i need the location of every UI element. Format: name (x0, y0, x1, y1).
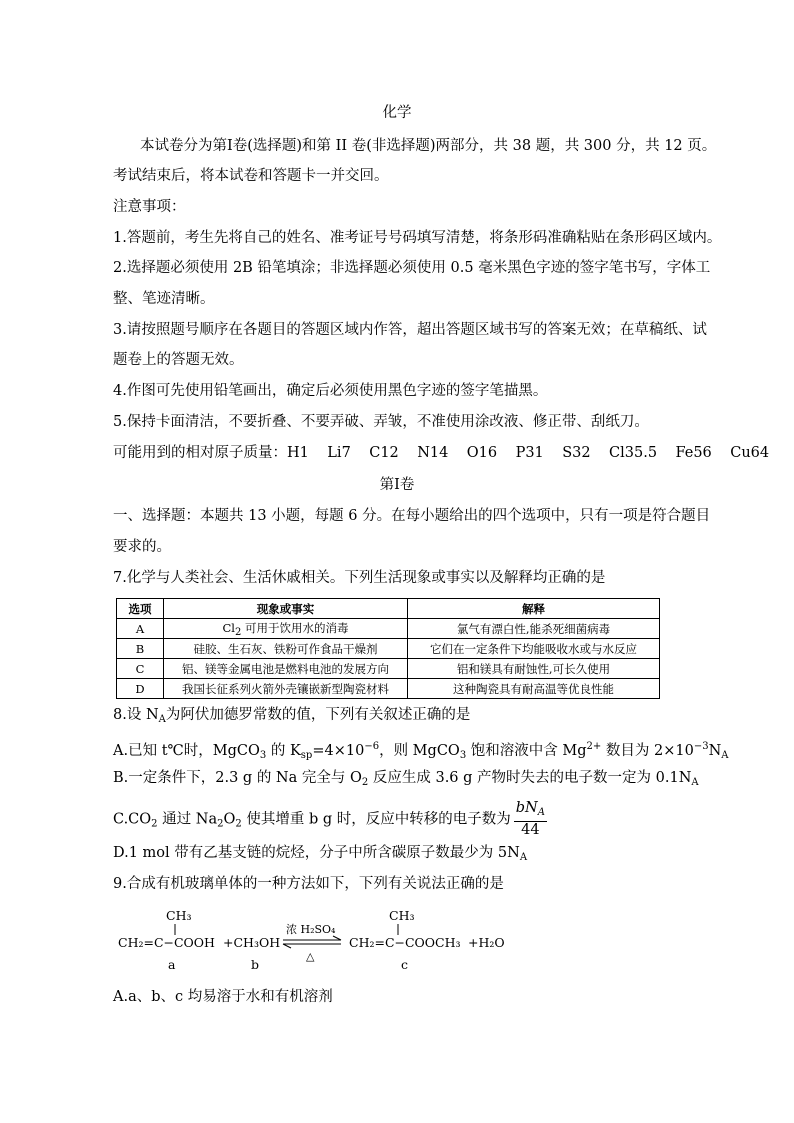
notice-5: 5.保持卡面清洁，不要折叠、不要弄破、弄皱，不准使用涂改液、修正带、刮纸刀。 (113, 414, 649, 430)
q7-fact: 硅胶、生石灰、铁粉可作食品干燥剂 (164, 639, 408, 659)
label-c: c (401, 957, 409, 972)
notice-2: 2.选择题必须使用 2B 铅笔填涂；非选择题必须使用 0.5 毫米黑色字迹的签字笔书写，字体工 (113, 260, 711, 276)
q9-stem: 9.合成有机玻璃单体的一种方法如下，下列有关说法正确的是 (113, 876, 504, 892)
compound-c: CH₂=C−COOCH₃ (349, 935, 461, 950)
label-b: b (251, 957, 260, 972)
water: +H₂O (468, 935, 505, 950)
notice-1: 1.答题前，考生先将自己的姓名、准考证号号码填写清楚，将条形码准确粘贴在条形码区域内。 (113, 230, 722, 246)
q7-option: B (117, 639, 164, 659)
q7-explain: 氯气有漂白性,能杀死细菌病毒 (408, 619, 660, 639)
q7-option: A (117, 619, 164, 639)
q8-option-c: $C.CO_2$ 通过 $Na_2O_2$ 使其增重 b g 时，反应中转移的电子数为 $\frac{bN_A}{44}$ (113, 800, 545, 838)
q7-fact: 铝、镁等金属电池是燃料电池的发展方向 (164, 659, 408, 679)
q7-explain: 铝和镁具有耐蚀性,可长久使用 (408, 659, 660, 679)
table-row (117, 659, 660, 679)
q7-header-row (117, 599, 660, 619)
methyl-c: CH₃ (389, 908, 415, 923)
q7-header-explain: 解释 (408, 599, 660, 619)
heat-condition: △ (306, 950, 315, 963)
section-intro-1: 一、选择题：本题共 13 小题，每题 6 分。在每小题给出的四个选项中，只有一项是符合题目 (113, 508, 711, 524)
q7-header-fact: 现象或事实 (164, 599, 408, 619)
arrow-head-backward (283, 944, 291, 948)
notice-3-cont: 题卷上的答题无效。 (113, 352, 244, 368)
notice-4: 4.作图可先使用铅笔画出，确定后必须使用黑色字迹的签字笔描黑。 (113, 383, 548, 399)
notice-2-cont: 整、笔迹清晰。 (113, 291, 215, 307)
q8-option-a: A.已知 t℃时，MgCO$_3$ 的 $K_{sp}=4\times 10^{-6}$，则 MgCO$_3$ 饱和溶液中含 $Mg^{2+}$ 数目为 $2\times 10^{-3}N_A$ (113, 741, 729, 761)
q7-stem: 7.化学与人类社会、生活休戚相关。下列生活现象或事实以及解释均正确的是 (113, 570, 606, 586)
compound-b: +CH₃OH (223, 935, 281, 950)
section-title: 第Ⅰ卷 (379, 477, 415, 493)
q7-option: D (117, 679, 164, 699)
q7-fact: Cl2 可用于饮用水的消毒 (164, 619, 408, 639)
page-title: 化学 (382, 105, 412, 121)
q9-option-a: A.a、b、c 均易溶于水和有机溶剂 (113, 989, 333, 1005)
methyl-a: CH₃ (166, 908, 192, 923)
notice-heading: 注意事项： (113, 199, 186, 215)
q7-fact: 我国长征系列火箭外壳镶嵌新型陶瓷材料 (164, 679, 408, 699)
q8-c-fraction: $\frac{bN_A}{44}$ (515, 800, 545, 838)
arrow-head-forward (333, 936, 341, 940)
q7-explain: 这种陶瓷具有耐高温等优良性能 (408, 679, 660, 699)
table-row (117, 619, 660, 639)
q8-stem: 8.设 $N_A$为阿伏加德罗常数的值，下列有关叙述正确的是 (113, 707, 471, 725)
q8-option-b: B.一定条件下，2.3 g 的 Na 完全与 $O_2$ 反应生成 3.6 g 产物时失去的电子数一定为 $0.1N_A$ (113, 770, 699, 788)
q7-table (116, 598, 660, 699)
catalyst: 浓 H₂SO₄ (286, 923, 336, 936)
atomic-masses: 可能用到的相对原子质量：H1 Li7 C12 N14 O16 P31 S32 Cl35.5 Fe56 Cu64 (113, 445, 770, 461)
section-intro-2: 要求的。 (113, 539, 171, 555)
q7-header-option: 选项 (117, 599, 164, 619)
q7-option: C (117, 659, 164, 679)
table-row (117, 639, 660, 659)
q8-option-d: D.1 mol 带有乙基支链的烷烃，分子中所含碳原子数最少为 $5N_A$ (113, 845, 528, 863)
reaction-equation (113, 905, 533, 975)
label-a: a (168, 957, 176, 972)
notice-3: 3.请按照题号顺序在各题目的答题区域内作答，超出答题区域书写的答案无效；在草稿纸、试 (113, 322, 707, 338)
intro-line-2: 考试结束后，将本试卷和答题卡一并交回。 (113, 168, 389, 184)
intro-line-1: 本试卷分为第Ⅰ卷(选择题)和第 II 卷(非选择题)两部分，共 38 题，共 300 分，共 12 页。 (140, 138, 717, 154)
q7-explain: 它们在一定条件下均能吸收水或与水反应 (408, 639, 660, 659)
table-row (117, 679, 660, 699)
compound-a: CH₂=C−COOH (118, 935, 215, 950)
